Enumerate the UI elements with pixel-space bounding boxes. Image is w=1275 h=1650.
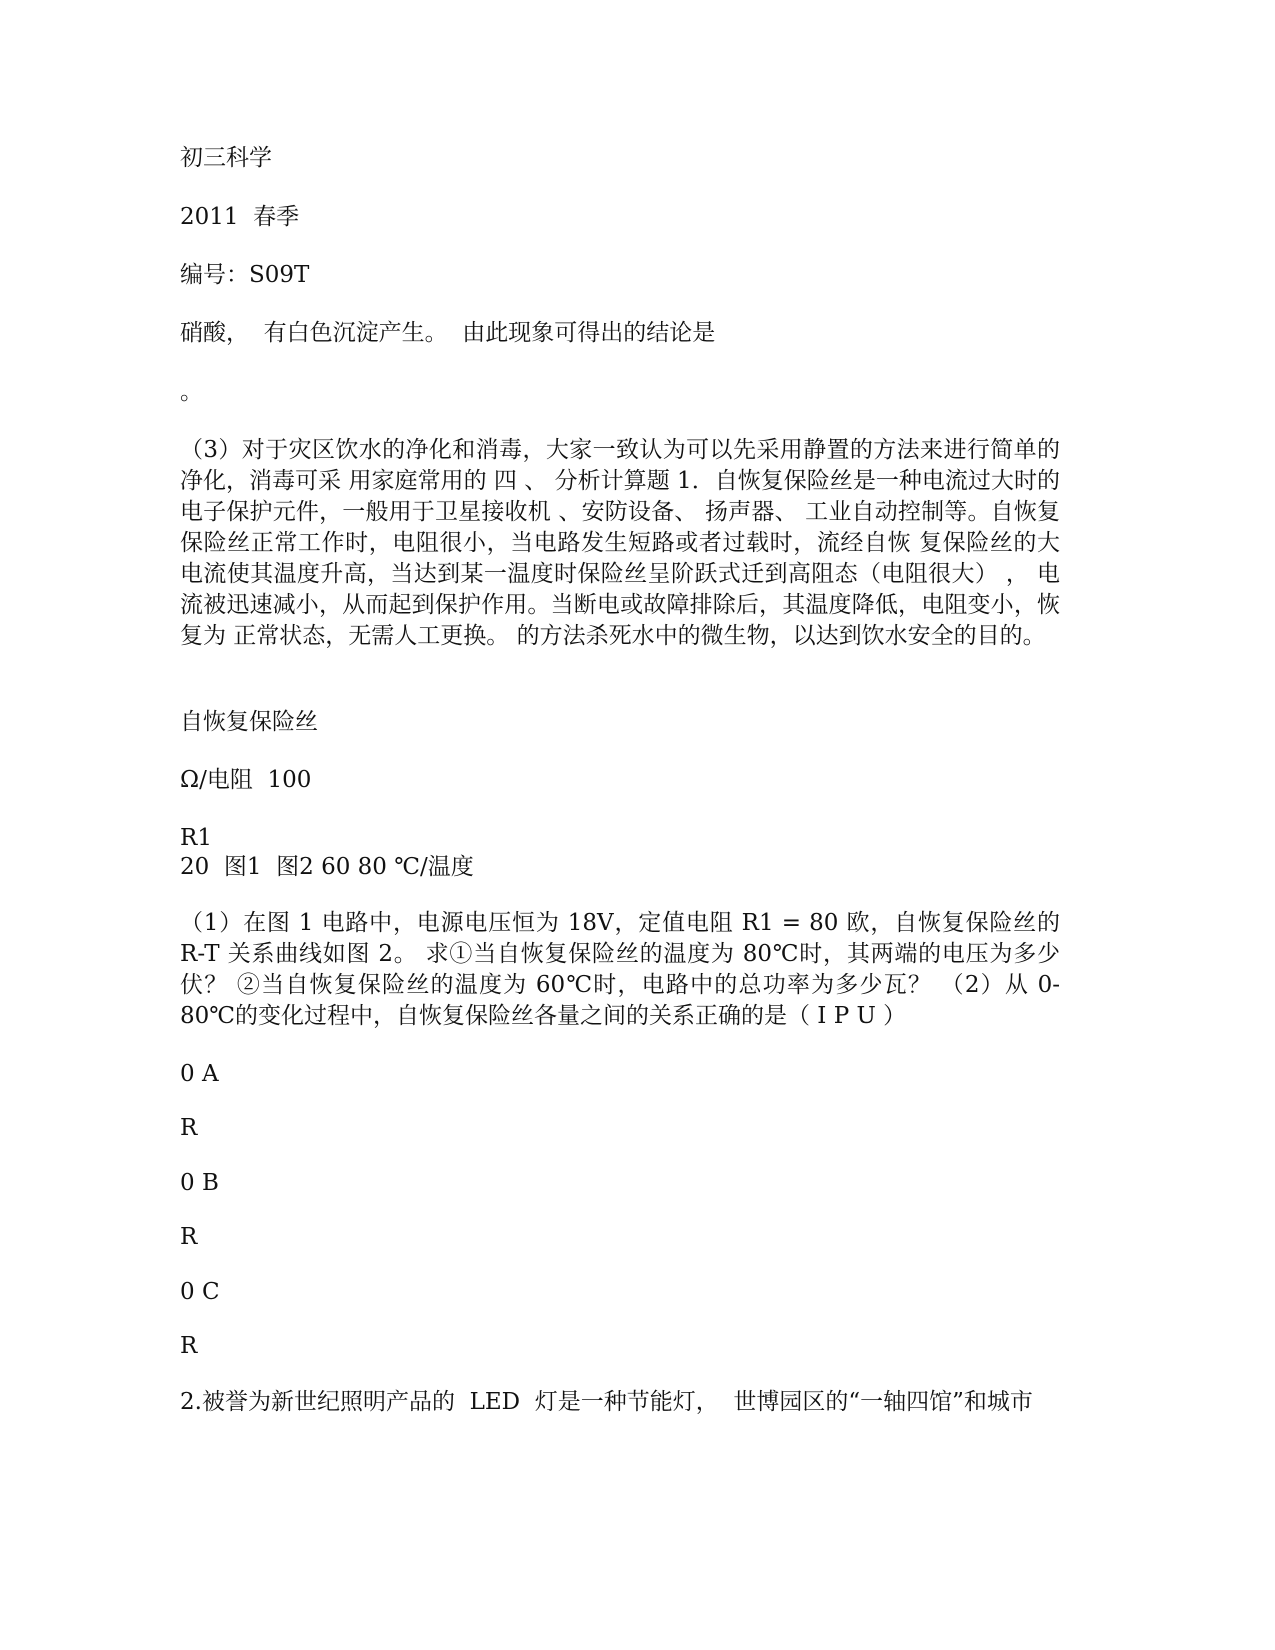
paragraph-question-1: （1）在图 1 电路中，电源电压恒为 18V，定值电阻 R1 = 80 欧，自恢复保险丝的 R-T 关系曲线如图 2。 求①当自恢复保险丝的温度为 80℃时，其两端的电压为多少伏？ ②当自恢复保险丝的温度为 60℃时，电路中的总功率为多少瓦？ （2）从 0-80℃的变化过程中，自恢复保险丝各量之间的关系正确的是（ I P U ） xyxy=(180,910,1060,1029)
figure-label-axis-x: 20 图1 图2 60 80 ℃/温度 xyxy=(180,854,474,880)
header-term: 2011 春季 xyxy=(180,204,300,230)
header-subject: 初三科学 xyxy=(180,145,272,171)
text-line: 。 xyxy=(180,379,203,405)
figure-label-axis-y: Ω/电阻 100 xyxy=(180,767,312,793)
question-2-text: 2.被誉为新世纪照明产品的 LED 灯是一种节能灯， 世博园区的“一轴四馆”和城市 xyxy=(180,1389,1033,1415)
option-label: R xyxy=(180,1333,198,1359)
option-label: 0 C xyxy=(180,1279,220,1305)
option-label: R xyxy=(180,1224,198,1250)
option-label: 0 B xyxy=(180,1170,219,1196)
figure-label-title: 自恢复保险丝 xyxy=(180,709,318,735)
option-label: R xyxy=(180,1115,198,1141)
option-label: 0 A xyxy=(180,1061,219,1087)
figure-label-r1: R1 xyxy=(180,825,212,851)
text-line: 硝酸， 有白色沉淀产生。 由此现象可得出的结论是 xyxy=(180,320,716,346)
header-code: 编号：S09T xyxy=(180,262,310,288)
paragraph-question-3: （3）对于灾区饮水的净化和消毒，大家一致认为可以先采用静置的方法来进行简单的净化，消毒可采 用家庭常用的 四 、 分析计算题 1．自恢复保险丝是一种电流过大时的电子保护元件，一般用于卫星接收机 、安防设备、 扬声器、 工业自动控制等。自恢复保险丝正常工作时，电阻很小，当电路发生短路或者过载时，流经自恢 复保险丝的大电流使其温度升高，当达到某一温度时保险丝呈阶跃式迁到高阻态（电阻很大） ， 电流被迅速减小，从而起到保护作用。当断电或故障排除后，其温度降低，电阻变小，恢复为 正常状态，无需人工更换。 的方法杀死水中的微生物，以达到饮水安全的目的。 xyxy=(180,437,1060,649)
